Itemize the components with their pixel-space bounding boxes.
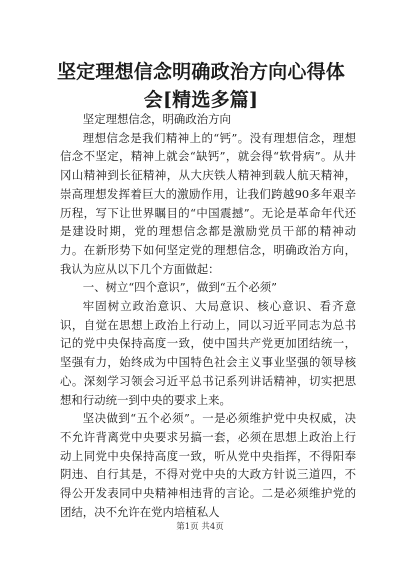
paragraph-five-musts: 坚决做到“五个必须”。一是必须维护党中央权威，决不允许背离党中央要求另搞一套，必须在思想上政治上行动上同党中央保持高度一致，听从党中央指挥，不得阳奉阴违、自行其是，不得对党中央的大政方针说三道四，不得公开发表同中央精神相违背的言论。二是必须维护党的团结，决不允许在党内培植私人 xyxy=(60,411,356,519)
section-heading-1: 一、树立“四个意识”，做到“五个必须” xyxy=(82,280,277,295)
page-footer: 第1页 共4页 xyxy=(176,522,224,532)
document-body xyxy=(60,110,356,521)
paragraph-intro: 理想信念是我们精神上的“钙”。没有理想信念，理想信念不坚定，精神上就会“缺钙”，就会得“软骨病”。从井冈山精神到长征精神，从大庆铁人精神到载人航天精神，崇高理想发挥着巨大的激励作用，让我们跨越90多年艰辛历程，写下让世界瞩目的“中国震撼”。无论是革命年代还是建设时期，党的理想信念都是激励党员干部的精神动力。在新形势下如何坚定党的理想信念，明确政治方向，我认为应从以下几个方面做起： xyxy=(60,130,356,276)
document-title: 坚定理想信念明确政治方向心得体会[精选多篇] xyxy=(56,61,345,111)
paragraph-subtitle: 坚定理想信念，明确政治方向 xyxy=(82,112,231,126)
paragraph-four-consciousness: 牢固树立政治意识、大局意识、核心意识、看齐意识，自觉在思想上政治上行动上，同以习近平同志为总书记的党中央保持高度一致，使中国共产党更加团结统一，坚强有力，始终成为中国特色社会主义事业坚强的领导核心。深刻学习领会习近平总书记系列讲话精神，切实把思想和行动统一到中央的要求上来。 xyxy=(60,299,356,407)
